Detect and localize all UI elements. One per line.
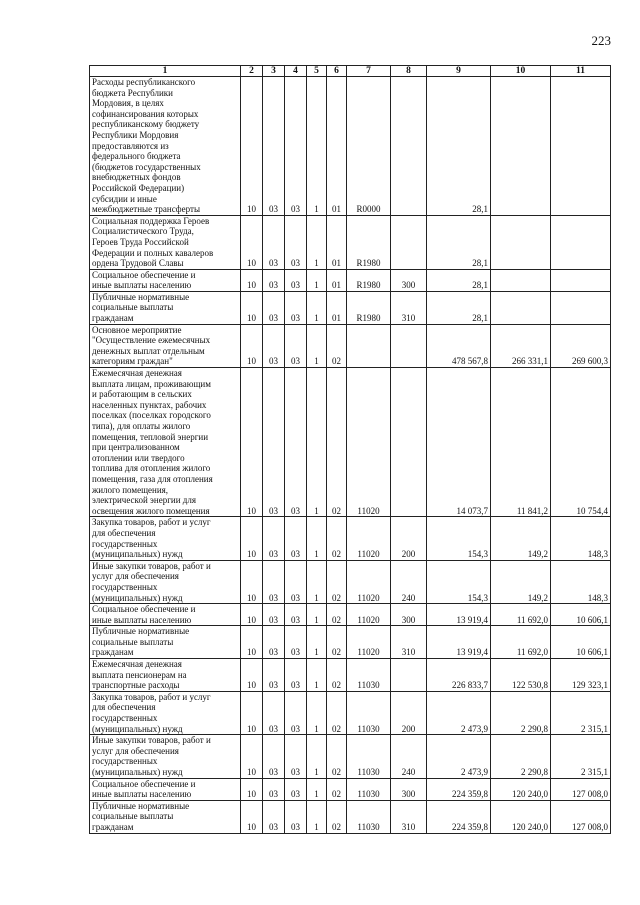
row-name-cell: Иные закупки товаров, работ и услуг для обеспечения государственных (муниципальных) нужд (90, 560, 241, 603)
subprogram-code-cell: 1 (307, 659, 327, 692)
target-article-cell: 11020 (347, 517, 391, 560)
subsection-code-cell: 03 (263, 368, 285, 517)
table-row (90, 626, 611, 659)
amount-cell-col10 (491, 215, 551, 269)
section-code-cell: 10 (241, 291, 263, 324)
table-row (90, 800, 611, 833)
target-article-cell: 11030 (347, 735, 391, 778)
amount-cell-col10: 2 290,8 (491, 735, 551, 778)
table-row (90, 215, 611, 269)
event-code-cell: 02 (327, 517, 347, 560)
table-header-row (90, 66, 611, 77)
event-code-cell: 01 (327, 215, 347, 269)
subsection-code-cell: 03 (263, 778, 285, 800)
amount-cell-col9: 154,3 (427, 560, 491, 603)
target-article-cell: 11020 (347, 368, 391, 517)
page-number: 223 (591, 33, 611, 48)
subsection-code-cell: 03 (263, 800, 285, 833)
program-code-cell: 03 (285, 659, 307, 692)
expense-type-cell: 200 (391, 691, 427, 734)
column-header-11: 11 (551, 66, 611, 77)
table-body (90, 77, 611, 834)
event-code-cell: 02 (327, 778, 347, 800)
table-row (90, 269, 611, 291)
amount-cell-col9: 28,1 (427, 269, 491, 291)
amount-cell-col10: 266 331,1 (491, 324, 551, 367)
row-name-cell: Публичные нормативные социальные выплаты гражданам (90, 291, 241, 324)
row-name-cell: Ежемесячная денежная выплата пенсионерам на транспортные расходы (90, 659, 241, 692)
amount-cell-col10: 2 290,8 (491, 691, 551, 734)
amount-cell-col9: 28,1 (427, 215, 491, 269)
subprogram-code-cell: 1 (307, 626, 327, 659)
table-row (90, 604, 611, 626)
program-code-cell: 03 (285, 269, 307, 291)
event-code-cell: 02 (327, 324, 347, 367)
expense-type-cell: 200 (391, 517, 427, 560)
amount-cell-col10: 149,2 (491, 517, 551, 560)
budget-table (89, 65, 611, 834)
amount-cell-col9: 13 919,4 (427, 604, 491, 626)
amount-cell-col9: 14 073,7 (427, 368, 491, 517)
subsection-code-cell: 03 (263, 691, 285, 734)
row-name-cell: Социальное обеспечение и иные выплаты населению (90, 778, 241, 800)
expense-type-cell: 310 (391, 291, 427, 324)
event-code-cell: 01 (327, 77, 347, 216)
subsection-code-cell: 03 (263, 735, 285, 778)
expense-type-cell (391, 324, 427, 367)
amount-cell-col9: 154,3 (427, 517, 491, 560)
subsection-code-cell: 03 (263, 659, 285, 692)
amount-cell-col11: 127 008,0 (551, 800, 611, 833)
section-code-cell: 10 (241, 368, 263, 517)
table-row (90, 560, 611, 603)
section-code-cell: 10 (241, 778, 263, 800)
amount-cell-col11: 148,3 (551, 517, 611, 560)
amount-cell-col10: 11 692,0 (491, 604, 551, 626)
subsection-code-cell: 03 (263, 604, 285, 626)
column-header-8: 8 (391, 66, 427, 77)
subprogram-code-cell: 1 (307, 215, 327, 269)
amount-cell-col11: 10 754,4 (551, 368, 611, 517)
table-row (90, 778, 611, 800)
amount-cell-col11 (551, 77, 611, 216)
event-code-cell: 02 (327, 368, 347, 517)
amount-cell-col9: 226 833,7 (427, 659, 491, 692)
section-code-cell: 10 (241, 324, 263, 367)
event-code-cell: 01 (327, 291, 347, 324)
subprogram-code-cell: 1 (307, 735, 327, 778)
expense-type-cell (391, 77, 427, 216)
amount-cell-col9: 478 567,8 (427, 324, 491, 367)
amount-cell-col9: 224 359,8 (427, 800, 491, 833)
program-code-cell: 03 (285, 368, 307, 517)
row-name-cell: Публичные нормативные социальные выплаты гражданам (90, 626, 241, 659)
row-name-cell: Расходы республиканского бюджета Республики Мордовия, в целях софинансирования которых республиканскому бюджету Республики Мордовия предоставляются из федерального бюджета (бюджетов государственных внебюджетных фондов Российской Федерации) субсидии и иные межбюджетные трансферты (90, 77, 241, 216)
amount-cell-col10: 11 841,2 (491, 368, 551, 517)
subprogram-code-cell: 1 (307, 368, 327, 517)
section-code-cell: 10 (241, 659, 263, 692)
event-code-cell: 01 (327, 269, 347, 291)
expense-type-cell: 300 (391, 778, 427, 800)
section-code-cell: 10 (241, 626, 263, 659)
column-header-1: 1 (90, 66, 241, 77)
target-article-cell: 11030 (347, 778, 391, 800)
target-article-cell: 11030 (347, 659, 391, 692)
amount-cell-col11 (551, 269, 611, 291)
section-code-cell: 10 (241, 269, 263, 291)
event-code-cell: 02 (327, 659, 347, 692)
target-article-cell: 11030 (347, 691, 391, 734)
subprogram-code-cell: 1 (307, 77, 327, 216)
subsection-code-cell: 03 (263, 560, 285, 603)
table-row (90, 291, 611, 324)
target-article-cell: R1980 (347, 215, 391, 269)
table-row (90, 691, 611, 734)
subprogram-code-cell: 1 (307, 800, 327, 833)
amount-cell-col11 (551, 215, 611, 269)
column-header-7: 7 (347, 66, 391, 77)
amount-cell-col9: 2 473,9 (427, 691, 491, 734)
row-name-cell: Закупка товаров, работ и услуг для обеспечения государственных (муниципальных) нужд (90, 691, 241, 734)
event-code-cell: 02 (327, 560, 347, 603)
subprogram-code-cell: 1 (307, 560, 327, 603)
section-code-cell: 10 (241, 77, 263, 216)
subsection-code-cell: 03 (263, 324, 285, 367)
row-name-cell: Закупка товаров, работ и услуг для обеспечения государственных (муниципальных) нужд (90, 517, 241, 560)
subsection-code-cell: 03 (263, 215, 285, 269)
program-code-cell: 03 (285, 778, 307, 800)
subprogram-code-cell: 1 (307, 324, 327, 367)
program-code-cell: 03 (285, 626, 307, 659)
amount-cell-col10 (491, 291, 551, 324)
amount-cell-col10 (491, 77, 551, 216)
event-code-cell: 02 (327, 691, 347, 734)
event-code-cell: 02 (327, 735, 347, 778)
expense-type-cell: 240 (391, 735, 427, 778)
subprogram-code-cell: 1 (307, 517, 327, 560)
subsection-code-cell: 03 (263, 517, 285, 560)
section-code-cell: 10 (241, 604, 263, 626)
amount-cell-col9: 13 919,4 (427, 626, 491, 659)
table-row (90, 735, 611, 778)
amount-cell-col11: 2 315,1 (551, 735, 611, 778)
column-header-4: 4 (285, 66, 307, 77)
subsection-code-cell: 03 (263, 269, 285, 291)
target-article-cell: R0000 (347, 77, 391, 216)
subprogram-code-cell: 1 (307, 269, 327, 291)
program-code-cell: 03 (285, 800, 307, 833)
table-row (90, 517, 611, 560)
table-row (90, 324, 611, 367)
program-code-cell: 03 (285, 604, 307, 626)
amount-cell-col11: 129 323,1 (551, 659, 611, 692)
program-code-cell: 03 (285, 691, 307, 734)
section-code-cell: 10 (241, 735, 263, 778)
program-code-cell: 03 (285, 517, 307, 560)
expense-type-cell: 310 (391, 800, 427, 833)
section-code-cell: 10 (241, 800, 263, 833)
row-name-cell: Ежемесячная денежная выплата лицам, проживающим и работающим в сельских населенных пунктах, рабочих поселках (поселках городского типа), для оплаты жилого помещения, тепловой энергии при централизованном отоплении или твердого топлива для отопления жилого помещения, газа для отопления жилого помещения, электрической энергии для освещения жилого помещения (90, 368, 241, 517)
event-code-cell: 02 (327, 800, 347, 833)
section-code-cell: 10 (241, 215, 263, 269)
expense-type-cell: 300 (391, 269, 427, 291)
amount-cell-col10: 120 240,0 (491, 778, 551, 800)
target-article-cell: 11020 (347, 560, 391, 603)
target-article-cell: 11030 (347, 800, 391, 833)
amount-cell-col10: 11 692,0 (491, 626, 551, 659)
subprogram-code-cell: 1 (307, 604, 327, 626)
expense-type-cell (391, 215, 427, 269)
expense-type-cell (391, 659, 427, 692)
subprogram-code-cell: 1 (307, 291, 327, 324)
amount-cell-col9: 28,1 (427, 291, 491, 324)
program-code-cell: 03 (285, 735, 307, 778)
target-article-cell: R1980 (347, 269, 391, 291)
target-article-cell: 11020 (347, 626, 391, 659)
target-article-cell: 11020 (347, 604, 391, 626)
amount-cell-col9: 224 359,8 (427, 778, 491, 800)
program-code-cell: 03 (285, 324, 307, 367)
column-header-3: 3 (263, 66, 285, 77)
target-article-cell: R1980 (347, 291, 391, 324)
event-code-cell: 02 (327, 626, 347, 659)
table-row (90, 659, 611, 692)
section-code-cell: 10 (241, 517, 263, 560)
subsection-code-cell: 03 (263, 77, 285, 216)
amount-cell-col10: 122 530,8 (491, 659, 551, 692)
program-code-cell: 03 (285, 560, 307, 603)
amount-cell-col11: 10 606,1 (551, 604, 611, 626)
subsection-code-cell: 03 (263, 626, 285, 659)
section-code-cell: 10 (241, 560, 263, 603)
row-name-cell: Публичные нормативные социальные выплаты гражданам (90, 800, 241, 833)
amount-cell-col10: 120 240,0 (491, 800, 551, 833)
row-name-cell: Основное мероприятие "Осуществление ежемесячных денежных выплат отдельным категориям граждан" (90, 324, 241, 367)
amount-cell-col9: 2 473,9 (427, 735, 491, 778)
event-code-cell: 02 (327, 604, 347, 626)
amount-cell-col11 (551, 291, 611, 324)
column-header-6: 6 (327, 66, 347, 77)
amount-cell-col11: 269 600,3 (551, 324, 611, 367)
amount-cell-col11: 2 315,1 (551, 691, 611, 734)
row-name-cell: Социальное обеспечение и иные выплаты населению (90, 604, 241, 626)
amount-cell-col9: 28,1 (427, 77, 491, 216)
section-code-cell: 10 (241, 691, 263, 734)
program-code-cell: 03 (285, 77, 307, 216)
expense-type-cell (391, 368, 427, 517)
column-header-9: 9 (427, 66, 491, 77)
expense-type-cell: 310 (391, 626, 427, 659)
row-name-cell: Социальное обеспечение и иные выплаты населению (90, 269, 241, 291)
amount-cell-col11: 127 008,0 (551, 778, 611, 800)
column-header-2: 2 (241, 66, 263, 77)
subprogram-code-cell: 1 (307, 778, 327, 800)
table-row (90, 77, 611, 216)
row-name-cell: Социальная поддержка Героев Социалистического Труда, Героев Труда Российской Федерации и полных кавалеров ордена Трудовой Славы (90, 215, 241, 269)
program-code-cell: 03 (285, 215, 307, 269)
target-article-cell (347, 324, 391, 367)
program-code-cell: 03 (285, 291, 307, 324)
table-row (90, 368, 611, 517)
row-name-cell: Иные закупки товаров, работ и услуг для обеспечения государственных (муниципальных) нужд (90, 735, 241, 778)
column-header-5: 5 (307, 66, 327, 77)
amount-cell-col10 (491, 269, 551, 291)
amount-cell-col11: 148,3 (551, 560, 611, 603)
expense-type-cell: 300 (391, 604, 427, 626)
expense-type-cell: 240 (391, 560, 427, 603)
column-header-10: 10 (491, 66, 551, 77)
amount-cell-col11: 10 606,1 (551, 626, 611, 659)
subprogram-code-cell: 1 (307, 691, 327, 734)
subsection-code-cell: 03 (263, 291, 285, 324)
amount-cell-col10: 149,2 (491, 560, 551, 603)
